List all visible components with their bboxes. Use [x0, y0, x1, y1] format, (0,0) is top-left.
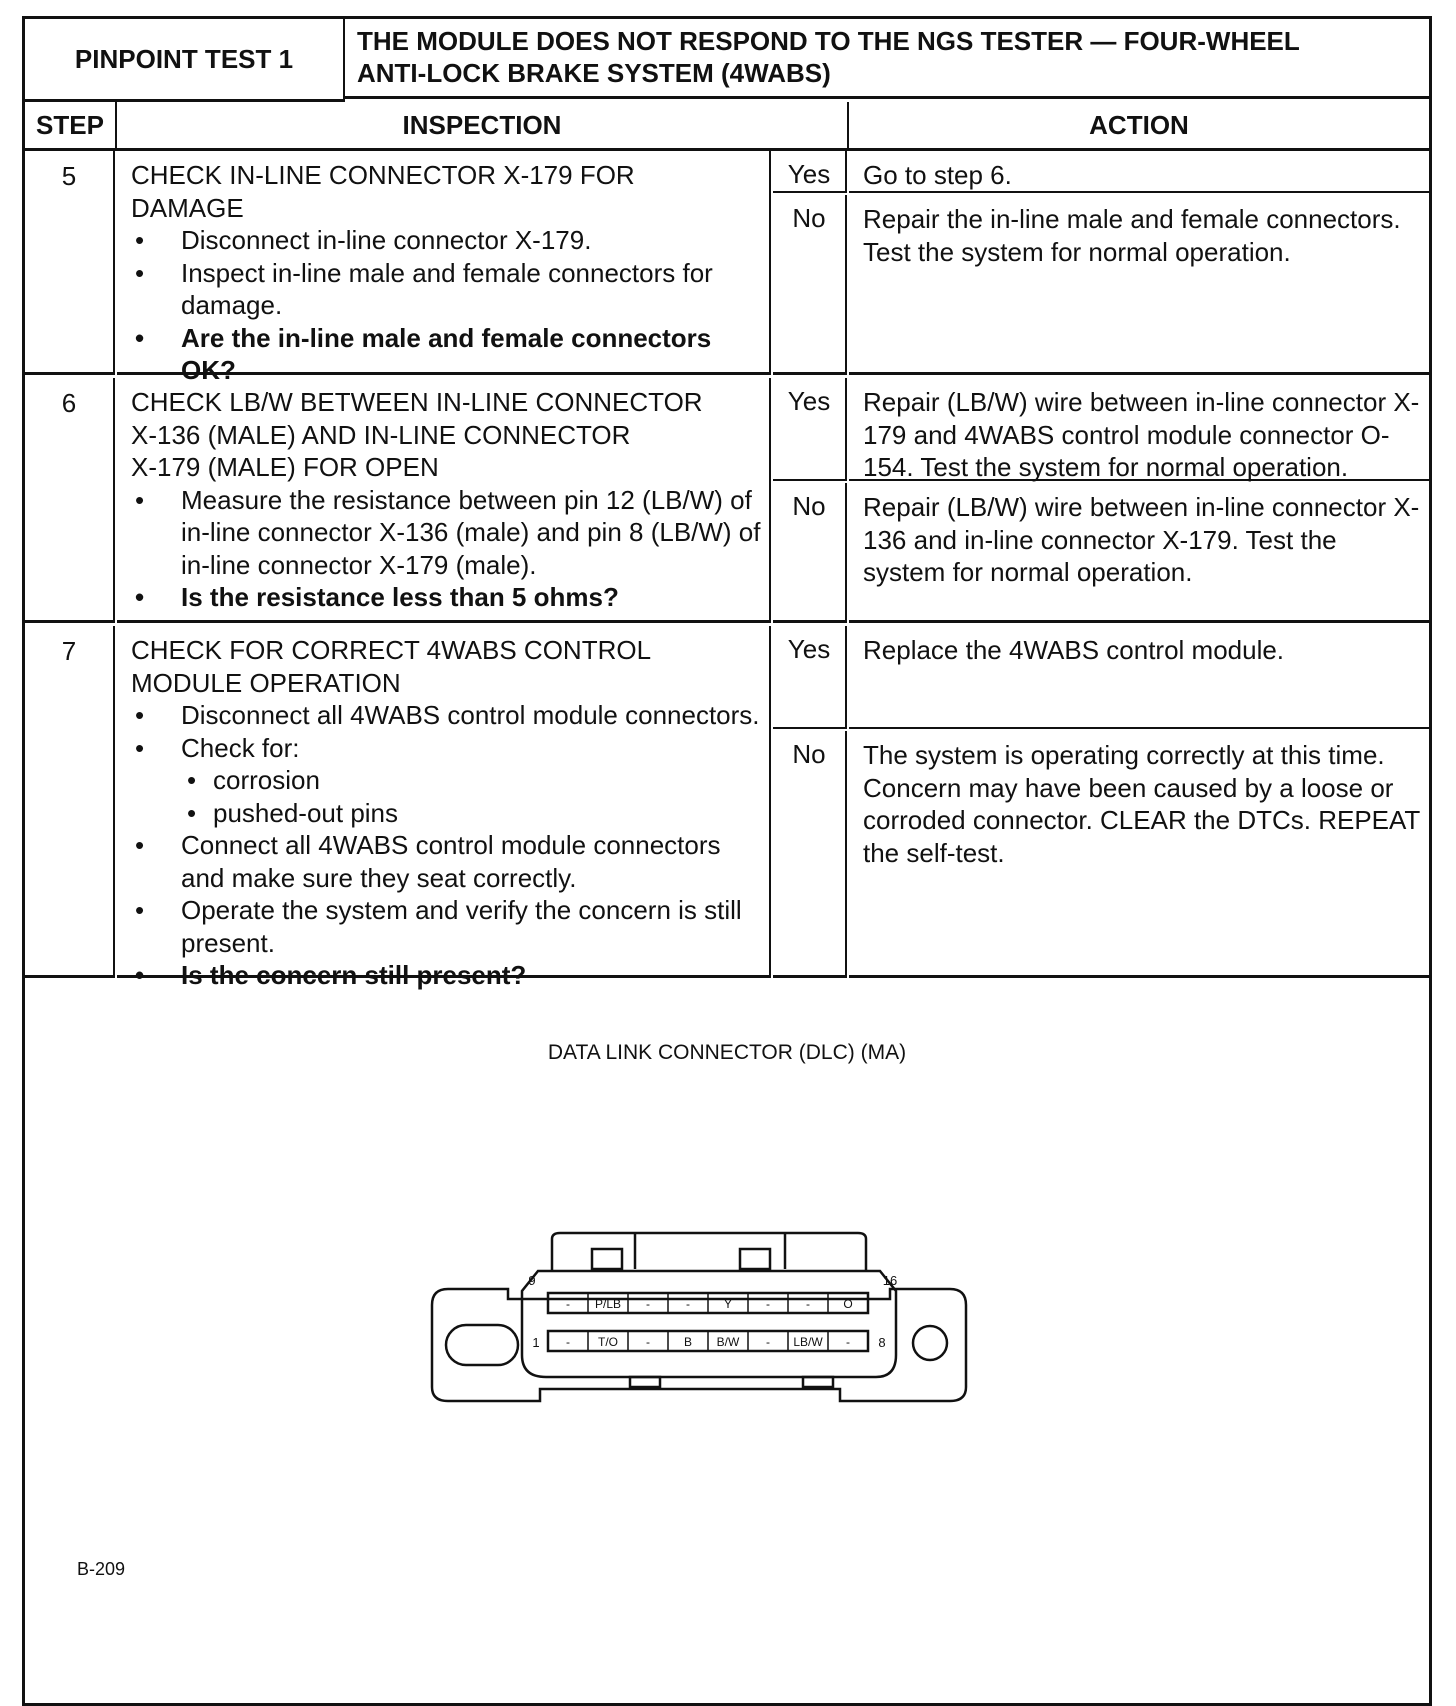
inspection-bullet: • Operate the system and verify the concern is still present.	[131, 894, 761, 959]
bottom-row-pin-7: LB/W	[793, 1335, 823, 1349]
connector-mount-plate	[432, 1289, 966, 1401]
top-row-pin-1: -	[566, 1297, 570, 1311]
yes-label: Yes	[773, 626, 847, 729]
no-label: No	[773, 483, 847, 623]
pin-label-1: 1	[532, 1335, 540, 1350]
top-row-pin-6: -	[766, 1297, 770, 1311]
no-action: Repair (LB/W) wire between in-line connector X-136 and in-line connector X-179. Test the system for normal operation.	[849, 483, 1429, 623]
yes-label: Yes	[773, 151, 847, 193]
column-header-action: ACTION	[849, 102, 1429, 151]
yes-label: Yes	[773, 378, 847, 481]
no-action: The system is operating correctly at this time. Concern may have been caused by a loose or corroded connector. CLEAR the DTCs. REPEAT the self-test.	[849, 731, 1429, 978]
connector-top-latch	[552, 1233, 866, 1271]
top-row-pin-2: P/LB	[594, 1297, 622, 1311]
column-header-step: STEP	[25, 102, 117, 151]
top-row-pin-4: -	[686, 1297, 690, 1311]
top-row-pin-3: -	[646, 1297, 650, 1311]
bottom-row-pin-6: -	[766, 1335, 770, 1349]
inspection-question: • Is the resistance less than 5 ohms?	[131, 581, 761, 614]
sub-bullet: • pushed-out pins	[181, 797, 761, 830]
bottom-row-pin-2: T/O	[598, 1335, 618, 1349]
inspection-bullet: • Inspect in-line male and female connectors for damage.	[131, 257, 761, 322]
yes-action: Repair (LB/W) wire between in-line connector X-179 and 4WABS control module connector O-154. Test the system for normal operation.	[849, 378, 1429, 481]
inspection-question: • Are the in-line male and female connectors OK?	[131, 322, 761, 387]
diagram-area	[25, 981, 1429, 1703]
right-mount-hole	[913, 1326, 947, 1360]
test-grid	[22, 16, 1432, 1706]
bottom-row-pin-5: B/W	[716, 1335, 740, 1349]
inspection-bullet: • Measure the resistance between pin 12 (LB/W) of in-line connector X-136 (male) and pin 8 (LB/W) of in-line connector X-179 (male).	[131, 484, 761, 582]
bottom-row-pin-3: -	[646, 1335, 650, 1349]
bottom-row-pin-8: -	[846, 1335, 850, 1349]
data-link-connector-diagram	[420, 1211, 980, 1411]
inspection-bullet: • Disconnect all 4WABS control module connectors.	[131, 699, 761, 732]
step-number: 7	[25, 626, 115, 978]
top-row-pin-5: Y	[723, 1297, 733, 1311]
sub-bullet: • corrosion	[181, 764, 761, 797]
step-7-inspection: CHECK FOR CORRECT 4WABS CONTROL MODULE OPERATION • Disconnect all 4WABS control module connectors. • Check for: • corrosion • pushed-out pins • Connect all 4WABS control module connectors and make sure they seat correctly. • Operate the system and verify the concern is still present. • Is the concern still present?	[117, 626, 771, 978]
top-row-pin-8: O	[843, 1297, 853, 1311]
yes-action: Replace the 4WABS control module.	[849, 626, 1429, 729]
connector-body	[522, 1271, 896, 1377]
inspection-question: • Is the concern still present?	[131, 959, 761, 992]
step-number: 6	[25, 378, 115, 623]
no-label: No	[773, 731, 847, 978]
bottom-row-pin-4: B	[683, 1335, 693, 1349]
test-id: PINPOINT TEST 1	[25, 19, 345, 102]
diagram-caption: DATA LINK CONNECTOR (DLC) (MA)	[547, 1041, 907, 1064]
no-action: Repair the in-line male and female connectors. Test the system for normal operation.	[849, 195, 1429, 375]
yes-action: Go to step 6.	[849, 151, 1429, 193]
step-5-inspection: CHECK IN-LINE CONNECTOR X-179 FOR DAMAGE • Disconnect in-line connector X-179. • Inspect in-line male and female connectors for damage. • Are the in-line male and female connectors OK?	[117, 151, 771, 375]
column-header-inspection: INSPECTION	[117, 102, 849, 151]
inspection-bullet: • Check for: • corrosion • pushed-out pins	[131, 732, 761, 830]
test-title: THE MODULE DOES NOT RESPOND TO THE NGS TESTER — FOUR-WHEEL ANTI-LOCK BRAKE SYSTEM (4WABS)	[345, 19, 1429, 99]
inspection-bullet: • Disconnect in-line connector X-179.	[131, 224, 761, 257]
no-label: No	[773, 195, 847, 375]
pin-label-9: 9	[528, 1273, 536, 1288]
step-number: 5	[25, 151, 115, 375]
pin-label-8: 8	[878, 1335, 886, 1350]
step-6-inspection: CHECK LB/W BETWEEN IN-LINE CONNECTOR X-136 (MALE) AND IN-LINE CONNECTOR X-179 (MALE) FOR OPEN • Measure the resistance between pin 12 (LB/W) of in-line connector X-136 (male) and pin 8 (LB/W) of in-line connector X-179 (male). • Is the resistance less than 5 ohms?	[117, 378, 771, 623]
figure-code: B-209	[77, 1559, 126, 1579]
inspection-bullet: • Connect all 4WABS control module connectors and make sure they seat correctly.	[131, 829, 761, 894]
top-row-pin-7: -	[806, 1297, 810, 1311]
bottom-row-pin-1: -	[566, 1335, 570, 1349]
pin-label-16: 16	[882, 1273, 898, 1288]
left-mount-hole	[446, 1325, 518, 1365]
